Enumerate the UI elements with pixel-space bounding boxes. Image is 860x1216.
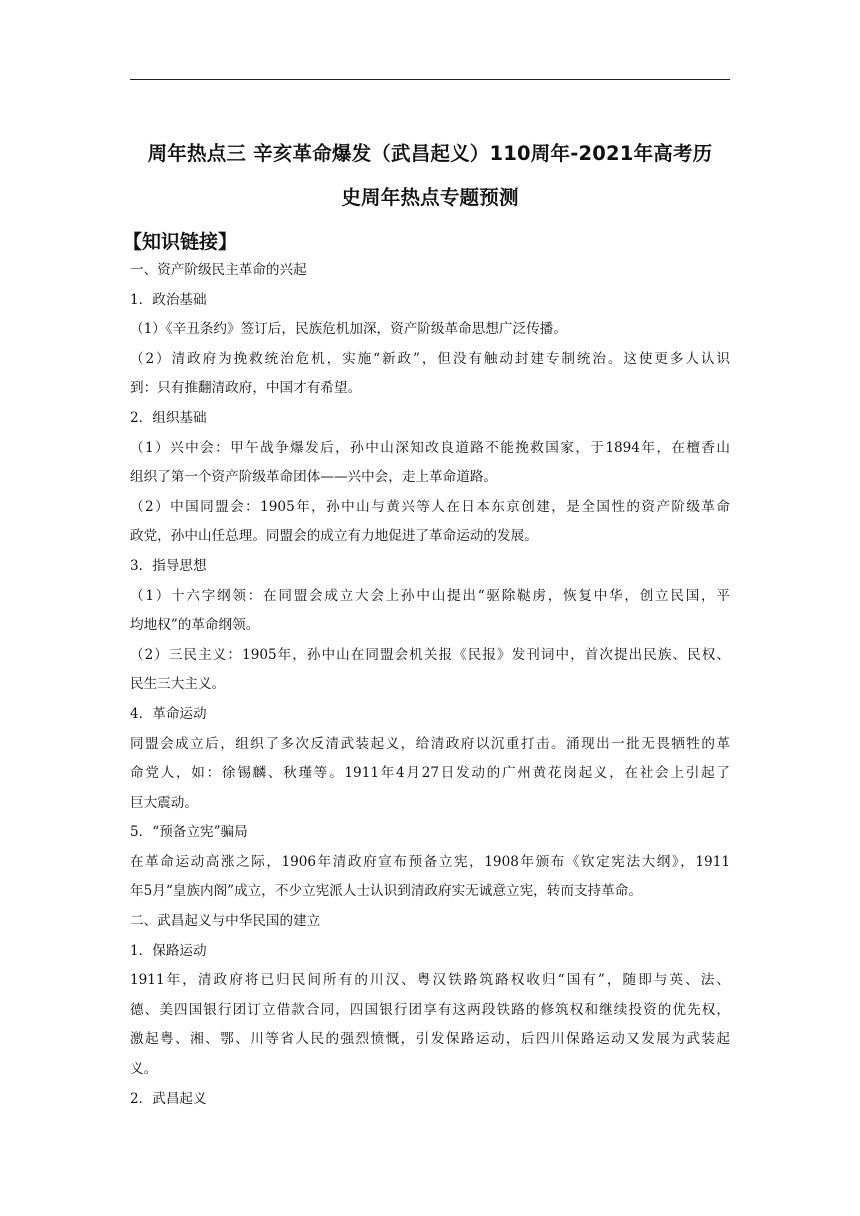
subheading-wuchang-uprising: 2．武昌起义 — [130, 1090, 207, 1107]
document-title — [130, 132, 730, 220]
paragraph-line: 激起粤、湘、鄂、川等省人民的强烈愤慨，引发保路运动，后四川保路运动又发展为武装起 — [130, 1031, 730, 1048]
subheading-constitution-hoax: 5．“预备立宪”骗局 — [130, 824, 248, 841]
paragraph-line: 政党，孙中山任总理。同盟会的成立有力地促进了革命运动的发展。 — [130, 528, 538, 545]
paragraph-line: 义。 — [130, 1061, 158, 1078]
heading-part-2: 二、武昌起义与中华民国的建立 — [130, 913, 321, 930]
document-body — [130, 256, 730, 1114]
subheading-organizational-basis: 2．组织基础 — [130, 409, 207, 426]
paragraph-line: 命党人，如：徐锡麟、秋瑾等。1911年4月27日发动的广州黄花岗起义，在社会上引起了 — [130, 765, 730, 782]
paragraph-line: 德、美四国银行团订立借款合同，四国银行团享有这两段铁路的修筑权和继续投资的优先权， — [130, 1001, 730, 1018]
title-line-2: 史周年热点专题预测 — [341, 186, 519, 209]
paragraph-line: 1911年，清政府将已归民间所有的川汉、粤汉铁路筑路权收归“国有”，随即与英、法、 — [130, 972, 730, 989]
paragraph-line: 在革命运动高涨之际，1906年清政府宣布预备立宪，1908年颁布《钦定宪法大纲》，1911 — [130, 853, 730, 870]
title-line-1: 周年热点三 辛亥革命爆发（武昌起义）110周年-2021年高考历 — [147, 142, 713, 165]
paragraph-line: （1）十六字纲领：在同盟会成立大会上孙中山提出“驱除鞑虏，恢复中华，创立民国，平 — [130, 587, 730, 604]
header-rule — [130, 79, 730, 80]
subheading-railway-protection: 1．保路运动 — [130, 942, 207, 959]
paragraph-line: 组织了第一个资产阶级革命团体——兴中会，走上革命道路。 — [130, 469, 498, 486]
subheading-revolutionary-movement: 4．革命运动 — [130, 705, 207, 722]
paragraph-line: （2）中国同盟会：1905年，孙中山与黄兴等人在日本东京创建，是全国性的资产阶级革命 — [130, 498, 730, 515]
heading-part-1: 一、资产阶级民主革命的兴起 — [130, 262, 307, 278]
section-heading: 【知识链接】 — [123, 231, 238, 253]
paragraph-line: 均地权”的革命纲领。 — [130, 617, 260, 634]
paragraph-line: 同盟会成立后，组织了多次反清武装起义，给清政府以沉重打击。涌现出一批无畏牺牲的革 — [130, 735, 730, 752]
paragraph-line: 年5月“皇族内阁”成立，不少立宪派人士认识到清政府实无诚意立宪，转而支持革命。 — [130, 883, 642, 900]
subheading-political-basis: 1．政治基础 — [130, 291, 207, 308]
paragraph-line: 到：只有推翻清政府，中国才有希望。 — [130, 380, 362, 397]
paragraph-line: （2）三民主义：1905年，孙中山在同盟会机关报《民报》发刊词中，首次提出民族、民权、 — [130, 646, 730, 663]
paragraph-line: （2）清政府为挽救统治危机，实施“新政”，但没有触动封建专制统治。这使更多人认识 — [130, 350, 730, 367]
paragraph-line: 民生三大主义。 — [130, 676, 226, 693]
paragraph-line: 巨大震动。 — [130, 794, 198, 811]
subheading-guiding-ideology: 3．指导思想 — [130, 557, 207, 574]
paragraph-line: （1）兴中会：甲午战争爆发后，孙中山深知改良道路不能挽救国家，于1894年，在檀香山 — [130, 439, 730, 456]
paragraph-line: （1）《辛丑条约》签订后，民族危机加深，资产阶级革命思想广泛传播。 — [130, 321, 567, 338]
